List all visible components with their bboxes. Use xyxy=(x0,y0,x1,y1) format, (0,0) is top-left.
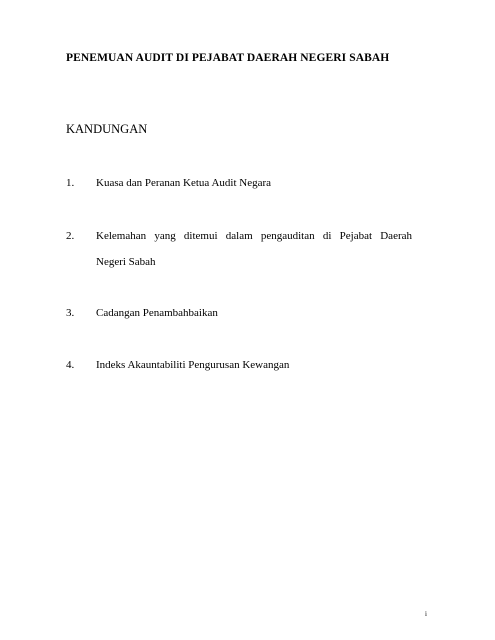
toc-item-number: 1. xyxy=(66,177,75,189)
page-number: i xyxy=(425,610,427,618)
contents-heading: KANDUNGAN xyxy=(66,122,148,136)
toc-item-number: 4. xyxy=(66,359,75,371)
toc-item-number: 2. xyxy=(66,230,75,242)
document-title: PENEMUAN AUDIT DI PEJABAT DAERAH NEGERI SABAH xyxy=(66,52,390,64)
toc-item-text: Indeks Akauntabiliti Pengurusan Kewangan xyxy=(96,359,290,371)
toc-item-text: Kuasa dan Peranan Ketua Audit Negara xyxy=(96,177,272,189)
toc-item-text-continuation: Negeri Sabah xyxy=(96,256,156,268)
toc-item-number: 3. xyxy=(66,307,75,319)
toc-item-text: Cadangan Penambahbaikan xyxy=(96,307,218,319)
toc-item-text: Kelemahan yang ditemui dalam pengauditan di Pejabat Daerah xyxy=(96,230,412,242)
